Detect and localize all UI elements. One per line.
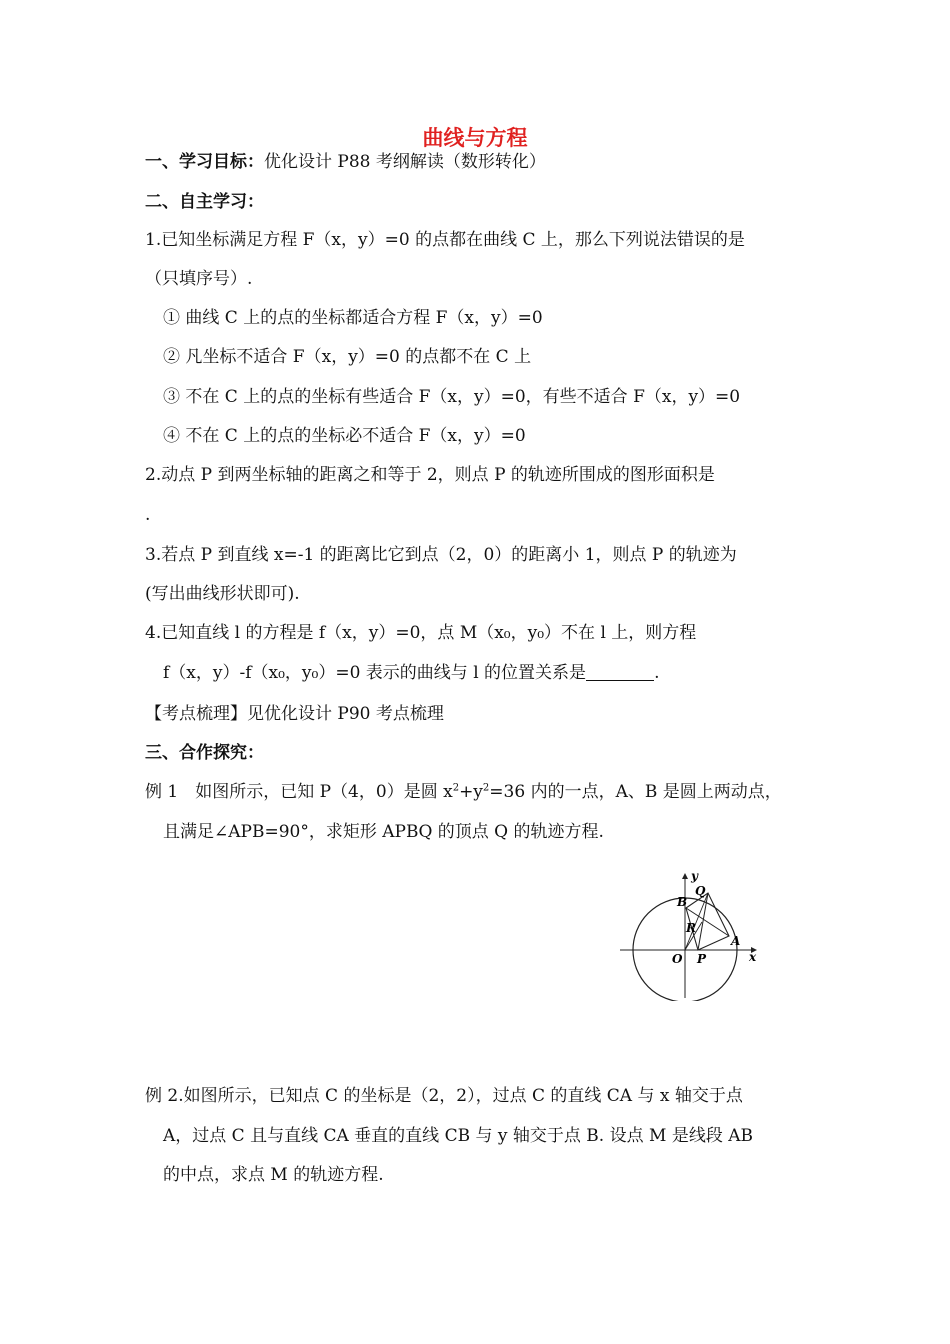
section-3-label: 三、合作探究： [145,743,264,763]
ex1-text-c: =36 内的一点，A、B 是圆上两动点， [489,782,782,802]
label-p: P [697,952,707,966]
label-q: Q [695,884,706,898]
circle-diagram [612,866,762,1001]
label-y: y [691,869,698,883]
q1-option-3: ③ 不在 C 上的点的坐标有些适合 F（x，y）=0，有些不适合 F（x，y）=0 [163,387,741,407]
example-2-line-3: 的中点，求点 M 的轨迹方程. [163,1165,384,1185]
page-title: 曲线与方程 [422,126,528,150]
q1-option-4: ④ 不在 C 上的点的坐标必不适合 F（x，y）=0 [163,426,526,446]
label-x: x [749,950,757,964]
q3-line-1: 3.若点 P 到直线 x=-1 的距离比它到点（2，0）的距离小 1，则点 P 的轨迹为 [145,545,737,565]
kaodian-line: 【考点梳理】见优化设计 P90 考点梳理 [145,704,444,724]
q1-option-2: ② 凡坐标不适合 F（x，y）=0 的点都不在 C 上 [163,347,532,367]
ex1-text-a: 例 1 如图所示，已知 P（4，0）是圆 x [145,782,453,802]
example-2-line-1: 例 2.如图所示，已知点 C 的坐标是（2，2），过点 C 的直线 CA 与 x 轴交于点 [145,1086,743,1106]
ex1-text-b: +y [459,782,483,802]
ex1-sup-2: 2 [482,782,490,794]
learning-goal-line [145,150,546,174]
q2-line-2: . [145,505,151,525]
label-r: R [686,921,696,935]
ex1-sup-1: 2 [452,782,460,794]
example-1-line-1 [145,780,782,804]
q4-line-1: 4.已知直线 l 的方程是 f（x，y）=0，点 M（x₀，y₀）不在 l 上，则方程 [145,623,697,643]
label-a: A [731,934,741,948]
q4-line-2-end: . [654,663,660,683]
section-2-label: 二、自主学习： [145,192,264,212]
q4-line-2 [163,661,659,685]
label-o: O [672,952,683,966]
example-1-line-2: 且满足∠APB=90°，求矩形 APBQ 的顶点 Q 的轨迹方程. [163,822,604,842]
section-1-text: 优化设计 P88 考纲解读（数形转化） [264,152,546,172]
q4-line-2-text: f（x，y）-f（x₀，y₀）=0 表示的曲线与 l 的位置关系是 [163,663,587,683]
answer-blank [586,664,654,681]
label-b: B [677,895,688,909]
section-1-label: 一、学习目标： [145,152,264,172]
q1-option-1: ① 曲线 C 上的点的坐标都适合方程 F（x，y）=0 [163,308,543,328]
example-2-line-2: A，过点 C 且与直线 CA 垂直的直线 CB 与 y 轴交于点 B. 设点 M 是线段 AB [163,1126,753,1146]
q2-line-1: 2.动点 P 到两坐标轴的距离之和等于 2，则点 P 的轨迹所围成的图形面积是 [145,465,715,485]
q1-line-2: （只填序号）. [145,269,253,289]
q3-line-2: (写出曲线形状即可). [145,584,300,604]
q1-line-1: 1.已知坐标满足方程 F（x，y）=0 的点都在曲线 C 上，那么下列说法错误的是 [145,230,745,250]
